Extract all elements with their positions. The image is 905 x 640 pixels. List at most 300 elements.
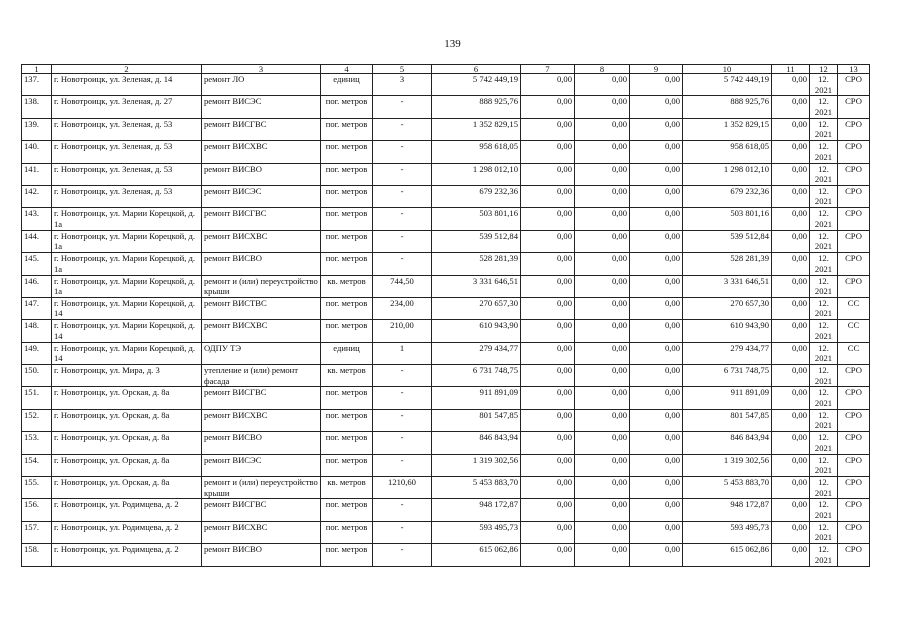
completion-date-cell [810,297,838,319]
local-budget-cell: 0,00 [630,320,683,342]
local-budget-cell: 0,00 [630,454,683,476]
other-funds-cell: 0,00 [772,185,810,207]
total-cost-cell: 1 352 829,15 [432,118,521,140]
owner-funds-cell: 270 657,30 [683,297,772,319]
completion-year: 2021 [814,353,833,364]
total-cost-cell: 948 172,87 [432,499,521,521]
local-budget-cell: 0,00 [630,477,683,499]
funding-method-cell: СРО [838,387,870,409]
row-number: 149. [22,342,52,364]
address-cell: г. Новотроицк, ул. Марии Корецкой, д. 1а [52,208,202,230]
local-budget-cell: 0,00 [630,74,683,96]
other-funds-cell: 0,00 [772,521,810,543]
unit-cell: кв. метров [321,365,373,387]
table-row [22,297,870,319]
fund-reform-cell: 0,00 [521,230,575,252]
completion-year: 2021 [814,420,833,431]
funding-method-cell: СРО [838,74,870,96]
funding-method-cell: СРО [838,409,870,431]
regional-budget-cell: 0,00 [575,499,630,521]
completion-month: 12. [818,432,829,443]
local-budget-cell: 0,00 [630,387,683,409]
fund-reform-cell: 0,00 [521,208,575,230]
row-number: 139. [22,118,52,140]
completion-date-cell [810,208,838,230]
work-type-cell: ремонт ВИСЭС [202,96,321,118]
table-row [22,163,870,185]
quantity-cell: 1 [373,342,432,364]
work-type-cell: ремонт ВИСТВС [202,297,321,319]
table-row [22,342,870,364]
owner-funds-cell: 846 843,94 [683,432,772,454]
total-cost-cell: 1 298 012,10 [432,163,521,185]
funding-method-cell: СС [838,320,870,342]
table-row [22,141,870,163]
total-cost-cell: 801 547,85 [432,409,521,431]
row-number: 151. [22,387,52,409]
local-budget-cell: 0,00 [630,163,683,185]
column-number-row [22,65,870,74]
funding-method-cell: СРО [838,275,870,297]
work-type-cell: ремонт ВИСГВС [202,208,321,230]
quantity-cell: 210,00 [373,320,432,342]
table-row [22,499,870,521]
total-cost-cell: 610 943,90 [432,320,521,342]
completion-year: 2021 [814,442,833,453]
unit-cell: пог. метров [321,163,373,185]
local-budget-cell: 0,00 [630,297,683,319]
local-budget-cell: 0,00 [630,96,683,118]
regional-budget-cell: 0,00 [575,96,630,118]
owner-funds-cell: 6 731 748,75 [683,365,772,387]
unit-cell: единиц [321,342,373,364]
completion-year: 2021 [814,286,833,297]
fund-reform-cell: 0,00 [521,253,575,275]
completion-date-cell [810,141,838,163]
address-cell: г. Новотроицк, ул. Родимцева, д. 2 [52,521,202,543]
completion-date-cell [810,544,838,566]
total-cost-cell: 6 731 748,75 [432,365,521,387]
row-number: 137. [22,74,52,96]
owner-funds-cell: 279 434,77 [683,342,772,364]
unit-cell: пог. метров [321,253,373,275]
fund-reform-cell: 0,00 [521,96,575,118]
row-number: 154. [22,454,52,476]
unit-cell: пог. метров [321,320,373,342]
work-type-cell: ремонт и (или) переустройство крыши [202,275,321,297]
completion-year: 2021 [814,196,833,207]
total-cost-cell: 5 453 883,70 [432,477,521,499]
funding-method-cell: СРО [838,141,870,163]
owner-funds-cell: 5 453 883,70 [683,477,772,499]
completion-date-cell [810,96,838,118]
local-budget-cell: 0,00 [630,432,683,454]
total-cost-cell: 888 925,76 [432,96,521,118]
funding-method-cell: СС [838,342,870,364]
completion-year: 2021 [814,129,833,140]
regional-budget-cell: 0,00 [575,521,630,543]
completion-year: 2021 [814,487,833,498]
completion-month: 12. [818,185,829,196]
quantity-cell: - [373,208,432,230]
total-cost-cell: 1 319 302,56 [432,454,521,476]
completion-date-cell [810,275,838,297]
column-header: 6 [432,65,521,74]
unit-cell: пог. метров [321,185,373,207]
fund-reform-cell: 0,00 [521,477,575,499]
regional-budget-cell: 0,00 [575,297,630,319]
unit-cell: кв. метров [321,477,373,499]
owner-funds-cell: 958 618,05 [683,141,772,163]
column-header: 13 [838,65,870,74]
owner-funds-cell: 1 298 012,10 [683,163,772,185]
regional-budget-cell: 0,00 [575,253,630,275]
completion-month: 12. [818,208,829,219]
table-row [22,208,870,230]
regional-budget-cell: 0,00 [575,275,630,297]
total-cost-cell: 539 512,84 [432,230,521,252]
completion-month: 12. [818,230,829,241]
completion-month: 12. [818,74,829,84]
completion-date-cell [810,185,838,207]
address-cell: г. Новотроицк, ул. Орская, д. 8а [52,432,202,454]
total-cost-cell: 3 331 646,51 [432,275,521,297]
local-budget-cell: 0,00 [630,342,683,364]
work-type-cell: ремонт ВИСЭС [202,454,321,476]
completion-year: 2021 [814,218,833,229]
funding-method-cell: СРО [838,253,870,275]
regional-budget-cell: 0,00 [575,387,630,409]
funding-method-cell: СРО [838,118,870,140]
completion-month: 12. [818,141,829,152]
quantity-cell: - [373,432,432,454]
other-funds-cell: 0,00 [772,230,810,252]
owner-funds-cell: 5 742 449,19 [683,74,772,96]
other-funds-cell: 0,00 [772,74,810,96]
regional-budget-cell: 0,00 [575,454,630,476]
row-number: 142. [22,185,52,207]
completion-month: 12. [818,499,829,510]
completion-date-cell [810,118,838,140]
fund-reform-cell: 0,00 [521,454,575,476]
owner-funds-cell: 615 062,86 [683,544,772,566]
column-header: 9 [630,65,683,74]
completion-date-cell [810,320,838,342]
funding-method-cell: СРО [838,96,870,118]
unit-cell: пог. метров [321,118,373,140]
table-row [22,387,870,409]
unit-cell: пог. метров [321,297,373,319]
row-number: 156. [22,499,52,521]
local-budget-cell: 0,00 [630,499,683,521]
unit-cell: пог. метров [321,409,373,431]
table-row [22,253,870,275]
completion-month: 12. [818,163,829,174]
unit-cell: пог. метров [321,96,373,118]
column-header: 2 [52,65,202,74]
row-number: 150. [22,365,52,387]
completion-date-cell [810,499,838,521]
other-funds-cell: 0,00 [772,342,810,364]
completion-year: 2021 [814,308,833,319]
completion-month: 12. [818,409,829,420]
regional-budget-cell: 0,00 [575,432,630,454]
quantity-cell: - [373,230,432,252]
fund-reform-cell: 0,00 [521,521,575,543]
total-cost-cell: 503 801,16 [432,208,521,230]
row-number: 146. [22,275,52,297]
completion-month: 12. [818,477,829,488]
address-cell: г. Новотроицк, ул. Родимцева, д. 2 [52,499,202,521]
unit-cell: пог. метров [321,387,373,409]
table-row [22,432,870,454]
owner-funds-cell: 539 512,84 [683,230,772,252]
column-header: 8 [575,65,630,74]
row-number: 141. [22,163,52,185]
regional-budget-cell: 0,00 [575,365,630,387]
unit-cell: кв. метров [321,275,373,297]
owner-funds-cell: 1 352 829,15 [683,118,772,140]
owner-funds-cell: 888 925,76 [683,96,772,118]
work-type-cell: ремонт ВИСВО [202,253,321,275]
completion-year: 2021 [814,151,833,162]
completion-year: 2021 [814,509,833,520]
total-cost-cell: 615 062,86 [432,544,521,566]
completion-date-cell [810,432,838,454]
quantity-cell: - [373,454,432,476]
work-type-cell: ремонт ВИСХВС [202,320,321,342]
total-cost-cell: 5 742 449,19 [432,74,521,96]
table-row [22,118,870,140]
regional-budget-cell: 0,00 [575,320,630,342]
quantity-cell: 744,50 [373,275,432,297]
other-funds-cell: 0,00 [772,141,810,163]
table-row [22,74,870,96]
address-cell: г. Новотроицк, ул. Орская, д. 8а [52,454,202,476]
work-type-cell: ОДПУ ТЭ [202,342,321,364]
completion-date-cell [810,454,838,476]
row-number: 153. [22,432,52,454]
owner-funds-cell: 911 891,09 [683,387,772,409]
work-type-cell: ремонт ВИСГВС [202,118,321,140]
address-cell: г. Новотроицк, ул. Орская, д. 8а [52,387,202,409]
work-type-cell: ремонт ЛО [202,74,321,96]
table-row [22,521,870,543]
completion-date-cell [810,253,838,275]
table-row [22,275,870,297]
completion-month: 12. [818,454,829,465]
unit-cell: пог. метров [321,544,373,566]
table-row [22,185,870,207]
completion-date-cell [810,387,838,409]
fund-reform-cell: 0,00 [521,409,575,431]
fund-reform-cell: 0,00 [521,141,575,163]
local-budget-cell: 0,00 [630,544,683,566]
fund-reform-cell: 0,00 [521,275,575,297]
local-budget-cell: 0,00 [630,521,683,543]
work-type-cell: ремонт ВИСГВС [202,499,321,521]
row-number: 140. [22,141,52,163]
owner-funds-cell: 801 547,85 [683,409,772,431]
address-cell: г. Новотроицк, ул. Марии Корецкой, д. 1а [52,275,202,297]
local-budget-cell: 0,00 [630,275,683,297]
table-row [22,320,870,342]
address-cell: г. Новотроицк, ул. Марии Корецкой, д. 14 [52,297,202,319]
address-cell: г. Новотроицк, ул. Марии Корецкой, д. 14 [52,342,202,364]
local-budget-cell: 0,00 [630,365,683,387]
fund-reform-cell: 0,00 [521,320,575,342]
work-type-cell: ремонт ВИСВО [202,544,321,566]
unit-cell: пог. метров [321,230,373,252]
other-funds-cell: 0,00 [772,477,810,499]
completion-month: 12. [818,365,829,376]
regional-budget-cell: 0,00 [575,477,630,499]
table-row [22,454,870,476]
funding-method-cell: СРО [838,208,870,230]
other-funds-cell: 0,00 [772,432,810,454]
quantity-cell: - [373,409,432,431]
completion-year: 2021 [814,554,833,565]
regional-budget-cell: 0,00 [575,409,630,431]
completion-year: 2021 [814,375,833,386]
owner-funds-cell: 593 495,73 [683,521,772,543]
column-header: 10 [683,65,772,74]
work-type-cell: ремонт ВИСХВС [202,409,321,431]
work-type-cell: ремонт ВИСЭС [202,185,321,207]
regional-budget-cell: 0,00 [575,74,630,96]
table-row [22,544,870,566]
owner-funds-cell: 528 281,39 [683,253,772,275]
other-funds-cell: 0,00 [772,118,810,140]
column-header: 4 [321,65,373,74]
completion-date-cell [810,365,838,387]
address-cell: г. Новотроицк, ул. Зеленая, д. 27 [52,96,202,118]
column-header: 7 [521,65,575,74]
total-cost-cell: 958 618,05 [432,141,521,163]
address-cell: г. Новотроицк, ул. Родимцева, д. 2 [52,544,202,566]
local-budget-cell: 0,00 [630,118,683,140]
column-header: 3 [202,65,321,74]
other-funds-cell: 0,00 [772,387,810,409]
work-type-cell: утепление и (или) ремонт фасада [202,365,321,387]
work-type-cell: ремонт ВИСХВС [202,141,321,163]
owner-funds-cell: 610 943,90 [683,320,772,342]
other-funds-cell: 0,00 [772,320,810,342]
other-funds-cell: 0,00 [772,544,810,566]
fund-reform-cell: 0,00 [521,74,575,96]
funding-method-cell: СРО [838,477,870,499]
quantity-cell: 1210,60 [373,477,432,499]
address-cell: г. Новотроицк, ул. Зеленая, д. 53 [52,141,202,163]
table-row [22,365,870,387]
completion-year: 2021 [814,174,833,185]
other-funds-cell: 0,00 [772,275,810,297]
unit-cell: пог. метров [321,141,373,163]
work-type-cell: ремонт ВИСХВС [202,230,321,252]
completion-month: 12. [818,387,829,398]
local-budget-cell: 0,00 [630,141,683,163]
total-cost-cell: 270 657,30 [432,297,521,319]
owner-funds-cell: 3 331 646,51 [683,275,772,297]
column-header: 5 [373,65,432,74]
completion-year: 2021 [814,532,833,543]
work-type-cell: ремонт ВИСВО [202,163,321,185]
funding-method-cell: СРО [838,432,870,454]
work-type-cell: ремонт ВИСХВС [202,521,321,543]
other-funds-cell: 0,00 [772,454,810,476]
row-number: 147. [22,297,52,319]
total-cost-cell: 846 843,94 [432,432,521,454]
column-header: 1 [22,65,52,74]
unit-cell: единиц [321,74,373,96]
address-cell: г. Новотроицк, ул. Марии Корецкой, д. 14 [52,320,202,342]
completion-month: 12. [818,297,829,308]
row-number: 148. [22,320,52,342]
address-cell: г. Новотроицк, ул. Мира, д. 3 [52,365,202,387]
owner-funds-cell: 679 232,36 [683,185,772,207]
funding-method-cell: СС [838,297,870,319]
other-funds-cell: 0,00 [772,297,810,319]
other-funds-cell: 0,00 [772,208,810,230]
completion-year: 2021 [814,263,833,274]
quantity-cell: - [373,521,432,543]
fund-reform-cell: 0,00 [521,387,575,409]
address-cell: г. Новотроицк, ул. Орская, д. 8а [52,477,202,499]
completion-year: 2021 [814,465,833,476]
table-row [22,230,870,252]
total-cost-cell: 679 232,36 [432,185,521,207]
address-cell: г. Новотроицк, ул. Марии Корецкой, д. 1а [52,253,202,275]
unit-cell: пог. метров [321,454,373,476]
address-cell: г. Новотроицк, ул. Орская, д. 8а [52,409,202,431]
local-budget-cell: 0,00 [630,208,683,230]
row-number: 138. [22,96,52,118]
completion-date-cell [810,163,838,185]
funding-method-cell: СРО [838,499,870,521]
table-row [22,409,870,431]
fund-reform-cell: 0,00 [521,342,575,364]
completion-month: 12. [818,96,829,107]
other-funds-cell: 0,00 [772,499,810,521]
fund-reform-cell: 0,00 [521,297,575,319]
completion-date-cell [810,521,838,543]
completion-year: 2021 [814,241,833,252]
unit-cell: пог. метров [321,432,373,454]
local-budget-cell: 0,00 [630,185,683,207]
completion-month: 12. [818,118,829,129]
other-funds-cell: 0,00 [772,163,810,185]
completion-date-cell [810,230,838,252]
completion-year: 2021 [814,330,833,341]
completion-year: 2021 [814,106,833,117]
completion-date-cell [810,409,838,431]
funding-method-cell: СРО [838,230,870,252]
total-cost-cell: 593 495,73 [432,521,521,543]
regional-budget-cell: 0,00 [575,230,630,252]
address-cell: г. Новотроицк, ул. Зеленая, д. 14 [52,74,202,96]
work-type-cell: ремонт ВИСВО [202,432,321,454]
total-cost-cell: 528 281,39 [432,253,521,275]
quantity-cell: - [373,387,432,409]
regional-budget-cell: 0,00 [575,544,630,566]
funding-method-cell: СРО [838,365,870,387]
row-number: 155. [22,477,52,499]
regional-budget-cell: 0,00 [575,342,630,364]
completion-date-cell [810,74,838,96]
row-number: 158. [22,544,52,566]
fund-reform-cell: 0,00 [521,544,575,566]
completion-year: 2021 [814,84,833,95]
